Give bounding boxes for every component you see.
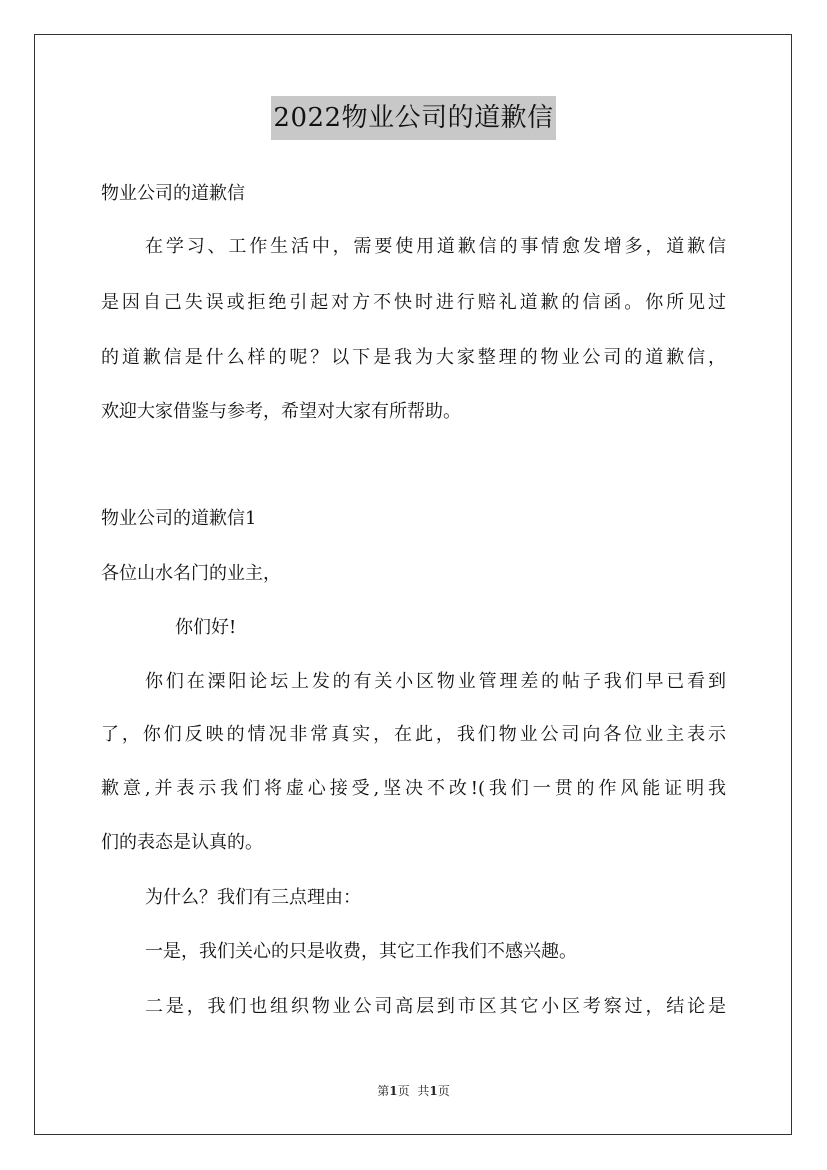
greeting: 你们好!: [175, 617, 237, 638]
letter-heading: 物业公司的道歉信1: [101, 508, 257, 529]
page-footer: [0, 1083, 827, 1099]
body-line-7: 二是，我们也组织物业公司高层到市区其它小区考察过，结论是: [145, 996, 726, 1017]
body-line-3: 歉意,并表示我们将虚心接受,坚决不改!(我们一贯的作风能证明我: [101, 778, 726, 799]
body-line-2: 了，你们反映的情况非常真实，在此，我们物业公司向各位业主表示: [101, 724, 726, 745]
footer-total-suffix: 页: [437, 1084, 450, 1098]
footer-page-number: 1: [389, 1084, 398, 1098]
document-title: 2022物业公司的道歉信: [271, 96, 555, 140]
body-line-4: 们的表态是认真的。: [101, 832, 263, 853]
intro-line-3: 的道歉信是什么样的呢？以下是我为大家整理的物业公司的道歉信，: [101, 347, 726, 368]
footer-prefix: 第: [377, 1084, 390, 1098]
footer-page-suffix: 页: [397, 1084, 410, 1098]
intro-line-2: 是因自己失误或拒绝引起对方不快时进行赔礼道歉的信函。你所见过: [101, 292, 726, 313]
footer-total-prefix: 共: [417, 1084, 430, 1098]
body-line-1: 你们在溧阳论坛上发的有关小区物业管理差的帖子我们早已看到: [145, 671, 726, 692]
body-line-5: 为什么？我们有三点理由：: [145, 887, 361, 908]
document-subtitle: 物业公司的道歉信: [101, 183, 245, 204]
intro-line-1: 在学习、工作生活中，需要使用道歉信的事情愈发增多，道歉信: [145, 236, 726, 257]
footer-total-pages: 1: [429, 1084, 438, 1098]
title-container: [0, 96, 827, 140]
body-line-6: 一是，我们关心的只是收费，其它工作我们不感兴趣。: [145, 941, 577, 962]
intro-line-4: 欢迎大家借鉴与参考，希望对大家有所帮助。: [101, 401, 461, 422]
salutation: 各位山水名门的业主，: [101, 563, 281, 584]
